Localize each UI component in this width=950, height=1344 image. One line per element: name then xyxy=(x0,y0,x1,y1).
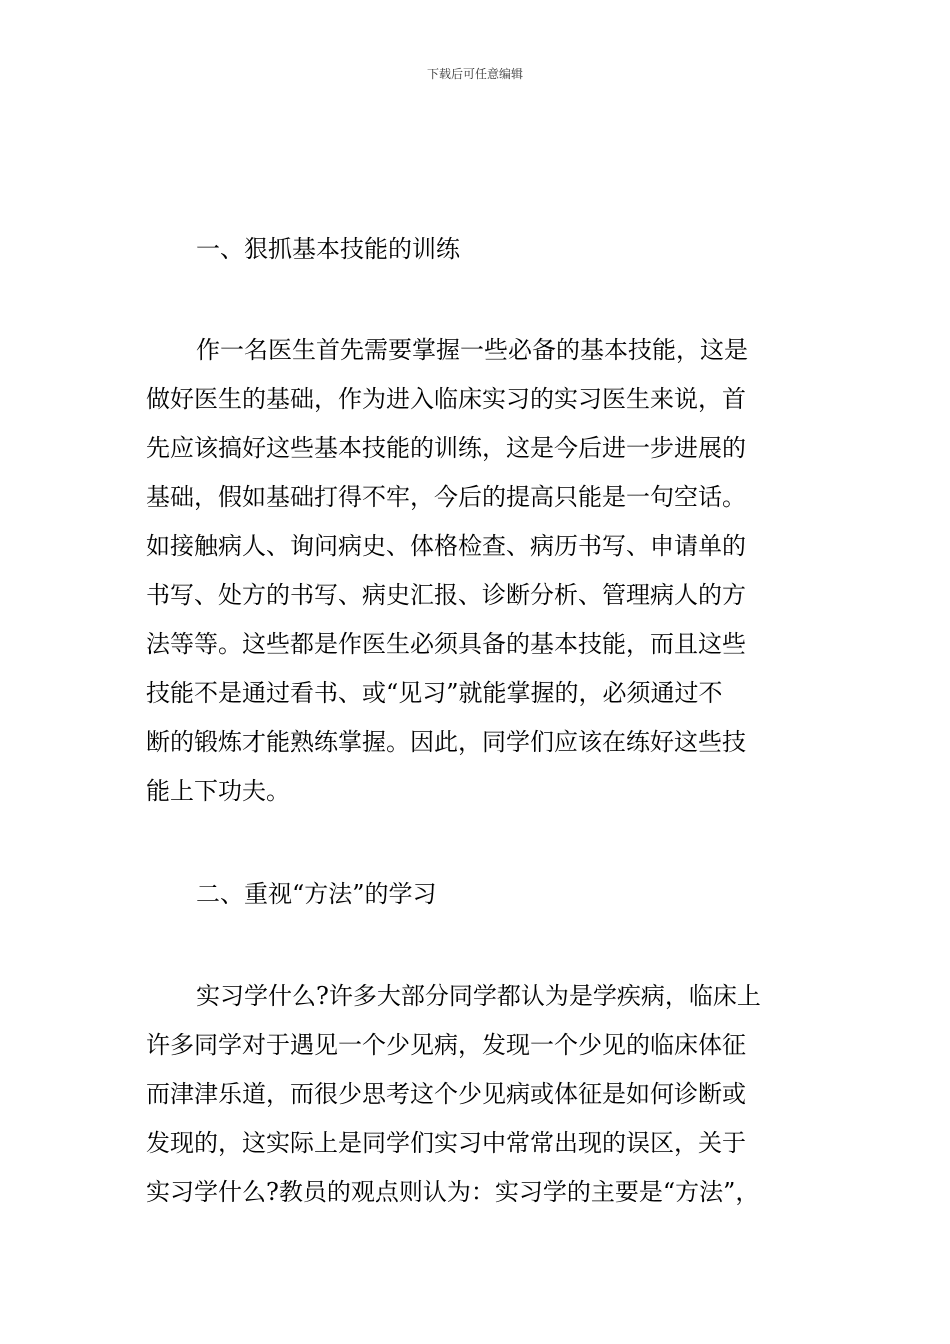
paragraph-line: 技能不是通过看书、或“见习”就能掌握的，必须通过不 xyxy=(146,679,723,707)
section-heading-1: 一、狠抓基本技能的训练 xyxy=(196,235,460,263)
section-heading-2: 二、重视“方法”的学习 xyxy=(196,880,437,908)
paragraph-line: 法等等。这些都是作医生必须具备的基本技能，而且这些 xyxy=(146,630,746,658)
paragraph-line: 断的锻炼才能熟练掌握。因此，同学们应该在练好这些技 xyxy=(146,728,746,756)
paragraph-line: 能上下功夫。 xyxy=(146,777,290,805)
paragraph-line: 做好医生的基础，作为进入临床实习的实习医生来说，首 xyxy=(146,385,746,413)
paragraph-line: 书写、处方的书写、病史汇报、诊断分析、管理病人的方 xyxy=(146,581,746,609)
paragraph-line: 而津津乐道，而很少思考这个少见病或体征是如何诊断或 xyxy=(146,1080,746,1108)
paragraph-line: 如接触病人、询问病史、体格检查、病历书写、申请单的 xyxy=(146,532,746,560)
page-header-note: 下载后可任意编辑 xyxy=(426,67,523,81)
paragraph-line: 先应该搞好这些基本技能的训练，这是今后进一步进展的 xyxy=(146,434,746,462)
paragraph-line: 实习学什么?许多大部分同学都认为是学疾病，临床上 xyxy=(196,982,761,1010)
paragraph-line: 实习学什么?教员的观点则认为：实习学的主要是“方法”， xyxy=(146,1178,760,1206)
paragraph-line: 发现的，这实际上是同学们实习中常常出现的误区，关于 xyxy=(146,1129,746,1157)
paragraph-line: 许多同学对于遇见一个少见病，发现一个少见的临床体征 xyxy=(146,1031,746,1059)
paragraph-line: 基础，假如基础打得不牢，今后的提高只能是一句空话。 xyxy=(146,483,746,511)
paragraph-line: 作一名医生首先需要掌握一些必备的基本技能，这是 xyxy=(196,336,748,364)
